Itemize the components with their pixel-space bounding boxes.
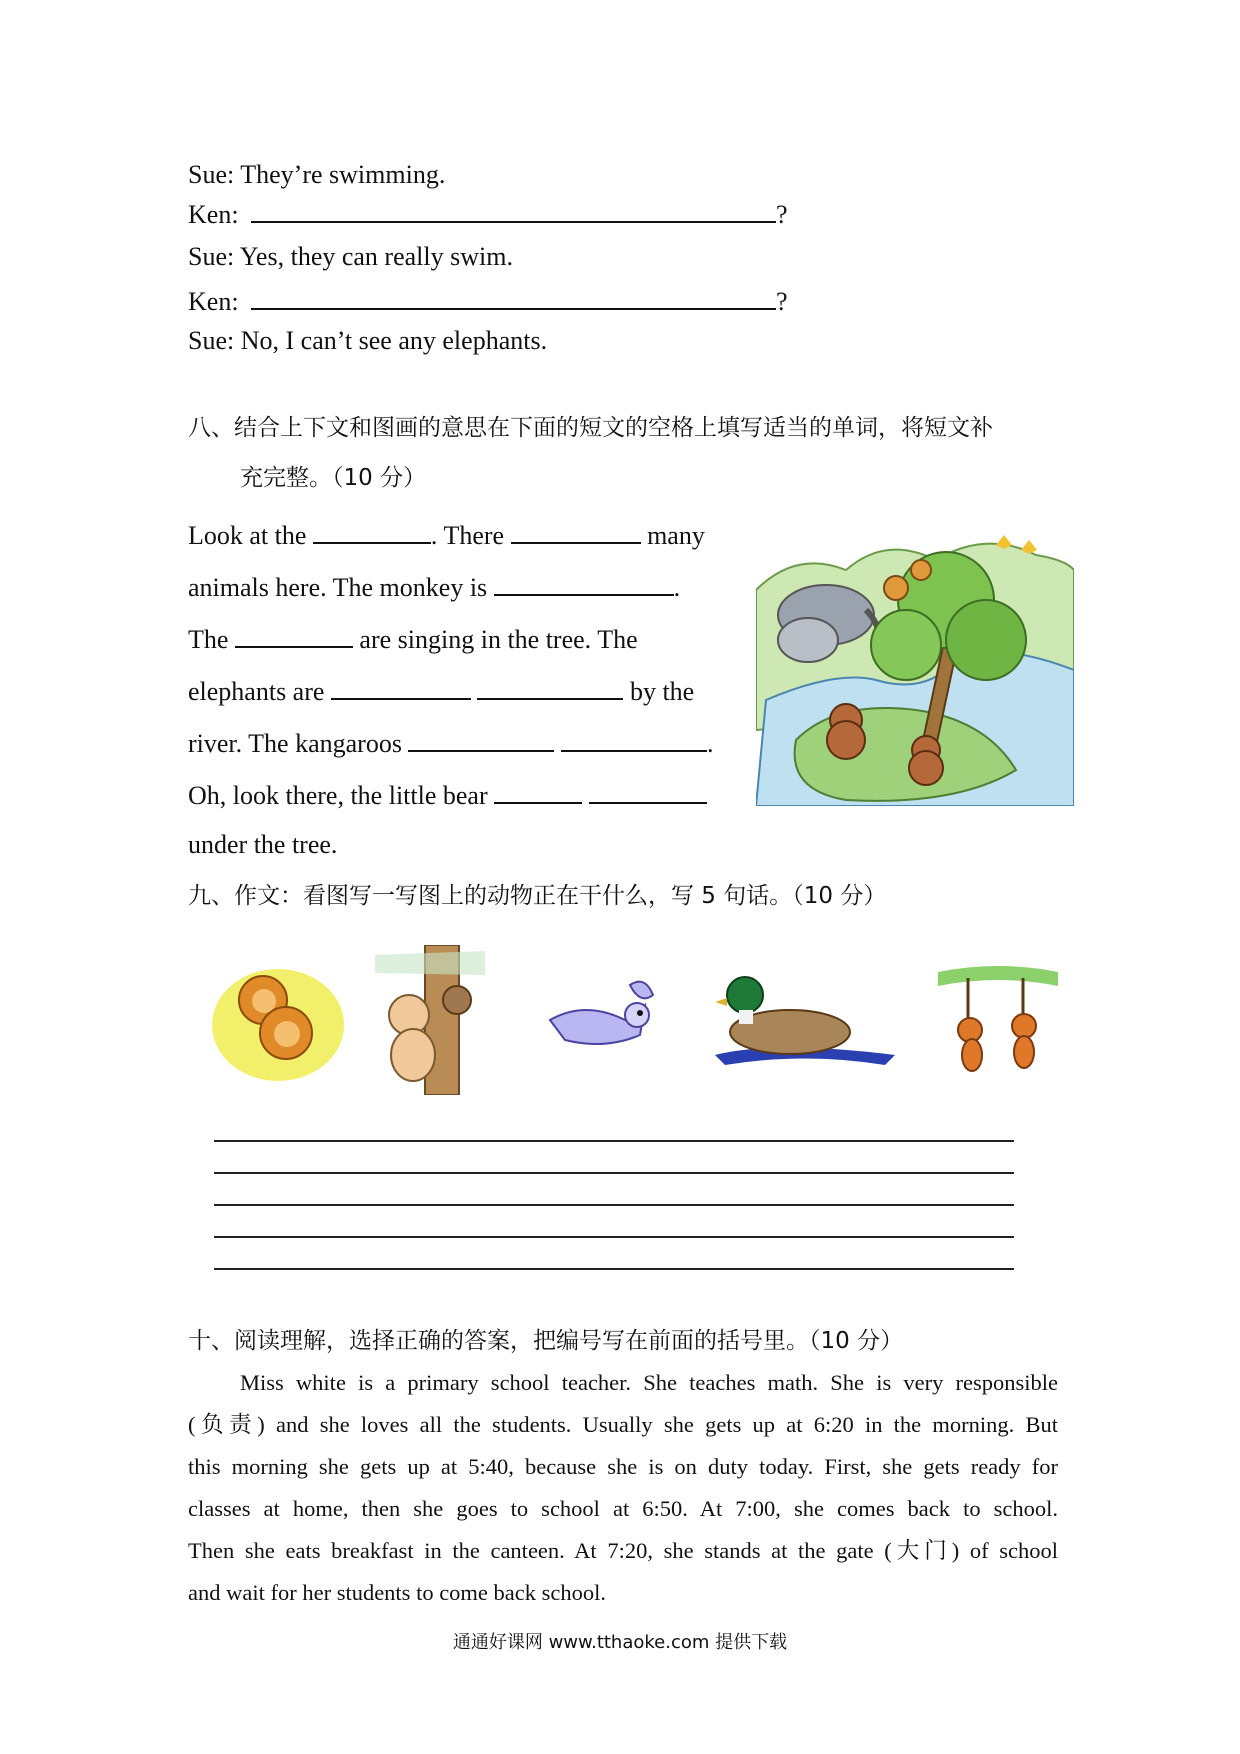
cloze-text: elephants are (188, 677, 325, 706)
cloze-blank[interactable] (494, 568, 674, 596)
cloze-blank[interactable] (511, 516, 641, 544)
reading-line: this morning she gets up at 5:40, because she is on duty today. First, she gets ready for (188, 1454, 1058, 1479)
monkeys-picture (938, 945, 1058, 1095)
cloze-blank[interactable] (313, 516, 431, 544)
cloze-line-4 (188, 672, 694, 709)
section-9-title: 九、作文：看图写一写图上的动物正在干什么，写 5 句话。（10 分） (188, 883, 887, 909)
reading-line: classes at home, then she goes to school at 6:50. At 7:00, she comes back to school. (188, 1496, 1058, 1521)
dialogue-line-5: Sue: No, I can’t see any elephants. (188, 326, 548, 355)
cloze-text: animals here. The monkey is (188, 573, 488, 602)
lions-picture (208, 945, 348, 1095)
question-mark: ? (776, 200, 788, 229)
cloze-blank[interactable] (589, 776, 707, 804)
section-10-title: 十、阅读理解，选择正确的答案，把编号写在前面的括号里。（10 分） (188, 1328, 904, 1354)
cloze-blank[interactable] (235, 620, 353, 648)
answer-blank[interactable] (251, 195, 776, 223)
dialogue-line-1: Sue: They’re swimming. (188, 160, 446, 189)
cloze-text: by the (629, 677, 695, 706)
speaker-ken: Ken: (188, 200, 239, 229)
reading-line: (负责) and she loves all the students. Usually she gets up at 6:20 in the morning. But (188, 1412, 1058, 1437)
writing-line[interactable] (214, 1140, 1014, 1142)
writing-line[interactable] (214, 1204, 1014, 1206)
bird-picture (545, 945, 665, 1095)
reading-line: Then she eats breakfast in the canteen. At 7:20, she stands at the gate (大门) of school (188, 1538, 1058, 1563)
speaker-ken: Ken: (188, 287, 239, 316)
answer-blank[interactable] (251, 282, 776, 310)
cloze-blank[interactable] (477, 672, 623, 700)
dialogue-line-2 (188, 195, 788, 232)
cloze-line-7: under the tree. (188, 830, 338, 859)
reading-line: Miss white is a primary school teacher. She teaches math. She is very responsible (240, 1370, 1058, 1395)
cloze-blank[interactable] (561, 724, 707, 752)
zoo-scene-illustration (756, 530, 1074, 806)
cloze-text: are singing in the tree. The (359, 625, 638, 654)
koala-picture (375, 945, 485, 1095)
cloze-line-5 (188, 724, 713, 761)
page-footer: 通通好课网 www.tthaoke.com 提供下载 (452, 1632, 788, 1653)
section-8-title-cont: 充完整。（10 分） (240, 465, 427, 491)
duck-picture (715, 945, 895, 1095)
cloze-text: river. The kangaroos (188, 729, 402, 758)
dialogue-line-3: Sue: Yes, they can really swim. (188, 242, 513, 271)
cloze-text: Look at the (188, 521, 307, 550)
cloze-text: many (647, 521, 705, 550)
section-8-title: 八、结合上下文和图画的意思在下面的短文的空格上填写适当的单词，将短文补 (188, 415, 993, 441)
cloze-line-3 (188, 620, 638, 657)
cloze-line-6 (188, 776, 707, 813)
writing-line[interactable] (214, 1236, 1014, 1238)
cloze-text: The (188, 625, 229, 654)
question-mark: ? (776, 287, 788, 316)
cloze-blank[interactable] (408, 724, 554, 752)
cloze-text: . There (430, 521, 505, 550)
cloze-blank[interactable] (494, 776, 582, 804)
cloze-line-1 (188, 516, 705, 553)
writing-line[interactable] (214, 1268, 1014, 1270)
dialogue-line-4 (188, 282, 788, 319)
cloze-text: . (673, 573, 681, 602)
writing-line[interactable] (214, 1172, 1014, 1174)
cloze-line-2 (188, 568, 680, 605)
cloze-blank[interactable] (331, 672, 471, 700)
reading-line: and wait for her students to come back school. (188, 1580, 607, 1605)
cloze-text: . (706, 729, 714, 758)
cloze-text: Oh, look there, the little bear (188, 781, 488, 810)
